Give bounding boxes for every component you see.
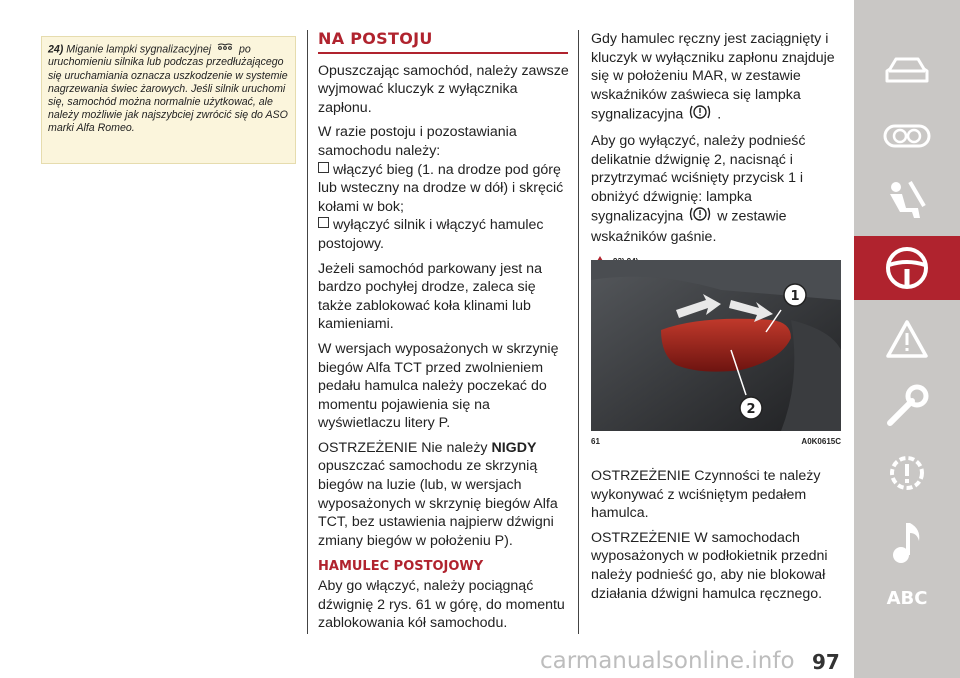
list-item-text: wyłączyć silnik i włączyć hamulec postojowy. bbox=[318, 217, 544, 252]
paragraph: Opuszczając samochód, należy zawsze wyjmować kluczyk z wyłącznika zapłonu. bbox=[318, 62, 569, 116]
figure-number: 61 bbox=[591, 437, 600, 446]
heading-rule bbox=[318, 52, 568, 54]
watermark: carmanualsonline.info bbox=[540, 648, 795, 674]
column-divider-2 bbox=[578, 30, 579, 634]
seat-safety-icon[interactable] bbox=[854, 172, 960, 230]
section-heading: NA POSTOJU bbox=[318, 29, 433, 48]
warning-text: OSTRZEŻENIE Nie należy bbox=[318, 439, 488, 456]
warning-paragraph bbox=[318, 439, 570, 551]
list-item-text: włączyć bieg (1. na drodze pod górę lub wsteczny na drodze w dół) i skręcić kołami w bok; bbox=[318, 161, 564, 215]
checkbox-bullet-icon bbox=[318, 162, 329, 173]
note-number: 24) bbox=[48, 43, 64, 56]
paragraph: OSTRZEŻENIE W samochodach wyposażonych w podłokietnik przedni należy podnieść go, aby nie blokował działania dźwigni hamulca ręcznego. bbox=[591, 529, 828, 602]
figure-label-2: 2 bbox=[746, 402, 756, 417]
paragraph: W wersjach wyposażonych w skrzynię biegów Alfa TCT przed zwolnieniem pedału hamulca należy poczekać do momentu pojawienia się na wyświetlaczu litery P. bbox=[318, 340, 559, 432]
dashboard-icon[interactable] bbox=[854, 108, 960, 164]
brake-warning-icon bbox=[689, 206, 711, 228]
paragraph bbox=[591, 30, 841, 126]
glow-plug-icon bbox=[216, 43, 234, 56]
caution-note bbox=[41, 36, 296, 164]
steering-wheel-icon[interactable] bbox=[854, 236, 960, 300]
abc-label: ABC bbox=[886, 587, 928, 609]
figure-code: A0K0615C bbox=[801, 437, 841, 446]
music-note-icon[interactable] bbox=[854, 512, 960, 572]
list-item bbox=[318, 216, 570, 253]
handbrake-figure bbox=[591, 260, 841, 431]
column-divider-1 bbox=[307, 30, 308, 634]
list-item bbox=[318, 161, 570, 217]
wrench-icon[interactable] bbox=[854, 375, 960, 437]
abc-index-button[interactable] bbox=[854, 578, 960, 618]
warning-text-cont: opuszczać samochodu ze skrzynią biegów na luzie (lub, w wersjach wyposażonych w skrzynię biegów Alfa TCT, bez ustawienia najpierw dźwigni zmiany biegów w położeniu P). bbox=[318, 458, 558, 549]
checkbox-bullet-icon bbox=[318, 217, 329, 228]
paragraph bbox=[591, 132, 841, 247]
page-number: 97 bbox=[812, 650, 840, 674]
gear-info-icon[interactable] bbox=[854, 442, 960, 504]
chapter-sidebar bbox=[854, 0, 960, 678]
paragraph: OSTRZEŻENIE Czynności te należy wykonywać z wciśniętym pedałem hamulca. bbox=[591, 468, 821, 522]
column-brake-warnings bbox=[591, 467, 841, 609]
column-brake-text bbox=[591, 30, 841, 275]
brake-warning-icon bbox=[689, 104, 711, 126]
emphasis-text: NIGDY bbox=[491, 439, 537, 456]
paragraph-text: . bbox=[717, 106, 722, 123]
car-icon[interactable] bbox=[854, 40, 960, 100]
paragraph: W razie postoju i pozostawiania samochodu należy: bbox=[318, 124, 517, 159]
paragraph-text: Aby go wyłączyć, należy podnieść delikatnie dźwignię 2, nacisnąć i przytrzymać wciśnięty przycisk 1 i obniżyć dźwignię: lampka sygnalizacyjna bbox=[591, 132, 806, 225]
subsection-heading: HAMULEC POSTOJOWY bbox=[318, 559, 484, 575]
column-parking bbox=[318, 30, 570, 639]
note-text-a: Miganie lampki sygnalizacyjnej bbox=[66, 43, 212, 56]
paragraph-text: Gdy hamulec ręczny jest zaciągnięty i kluczyk w wyłączniku zapłonu znajduje się w położeniu MAR, w zestawie wskaźników zaświeca się lampka sygnalizacyjna bbox=[591, 31, 835, 123]
paragraph: Jeżeli samochód parkowany jest na bardzo pochyłej drodze, zaleca się także zablokować koła klinami lub kamieniami. bbox=[318, 260, 542, 333]
warning-triangle-icon[interactable] bbox=[854, 310, 960, 368]
figure-caption bbox=[591, 437, 841, 446]
note-text-b: po uruchomieniu silnika lub podczas przedłużającego się uruchamiania oznacza uszkodzenie w systemie nagrzewania świec żarowych. Jeśli silnik uruchomi się, samochód można normalnie użytkować, ale należy możliwie jak najszybciej zwrócić się do ASO marki Alfa Romeo. bbox=[48, 43, 288, 134]
paragraph-text: w zestawie wskaźników gaśnie. bbox=[591, 208, 787, 245]
paragraph: Aby go włączyć, należy pociągnąć dźwignię 2 rys. 61 w górę, do momentu zablokowania kół samochodu. bbox=[318, 578, 565, 632]
figure-label-1: 1 bbox=[790, 289, 800, 304]
